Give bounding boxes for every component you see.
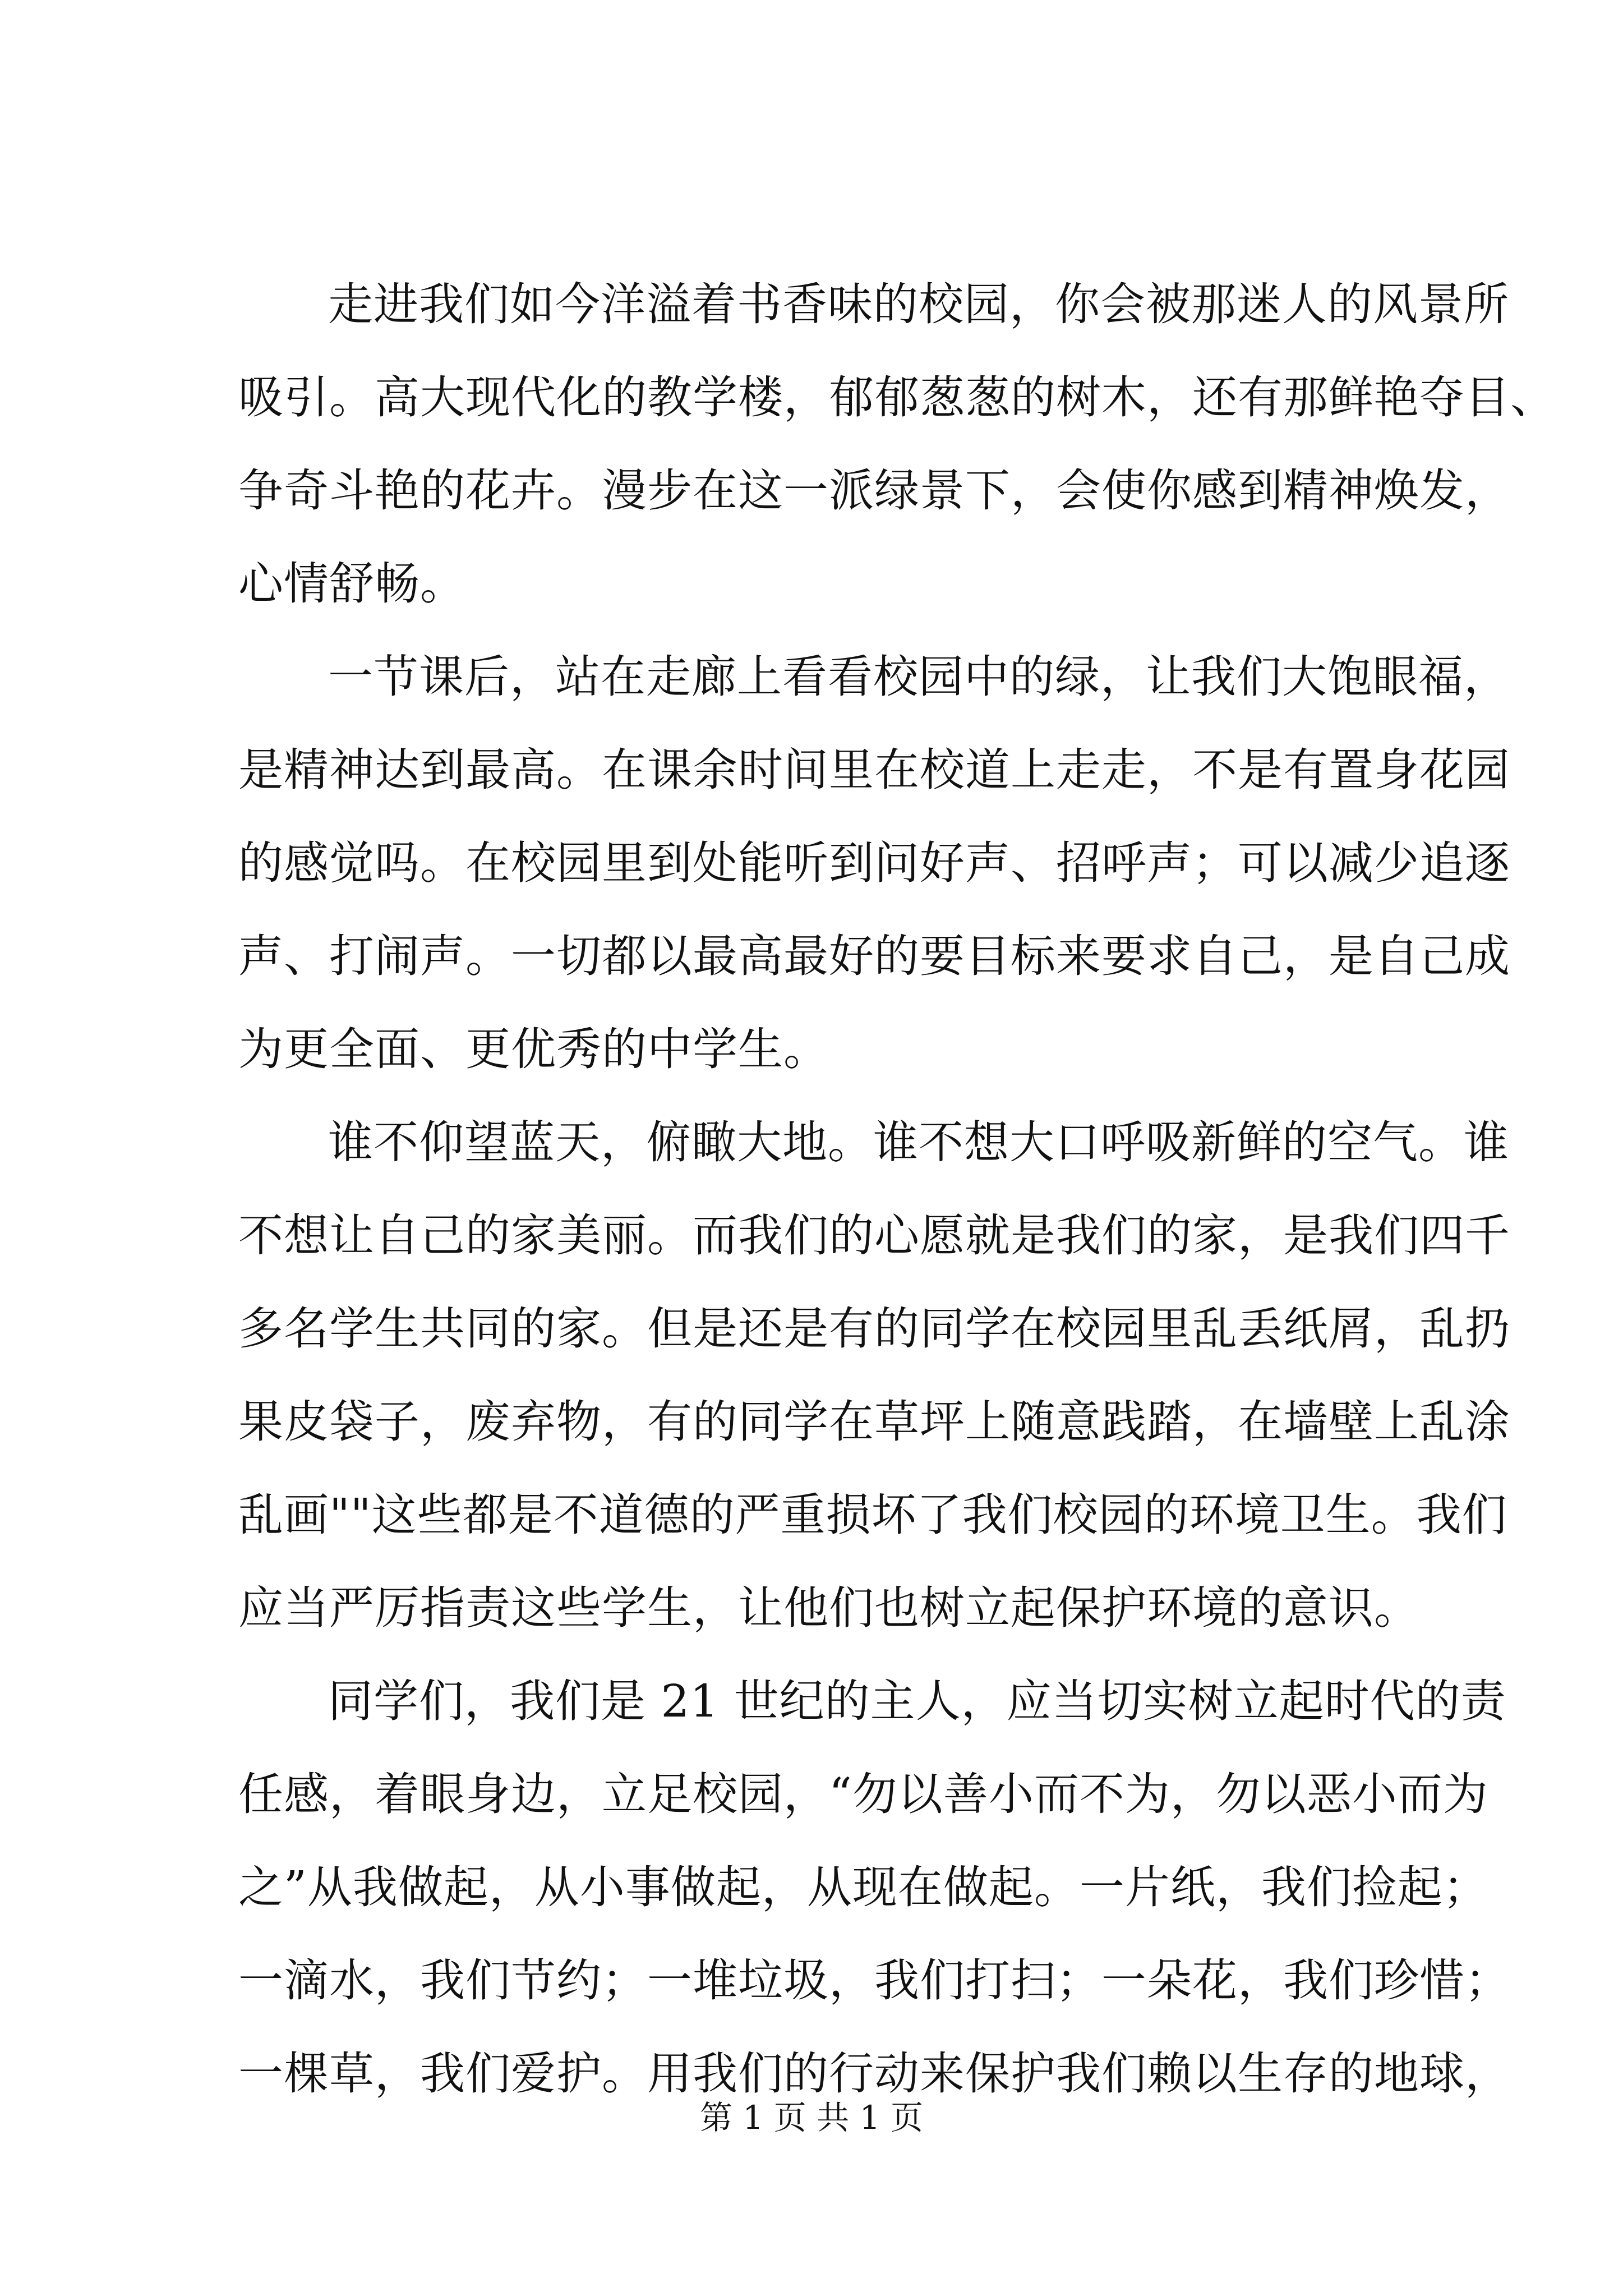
text-line: 的感觉吗。在校园里到处能听到问好声、招呼声；可以减少追逐 [238,837,1510,889]
paragraph-3 [238,1096,1510,1655]
text-line: 之”从我做起，从小事做起，从现在做起。一片纸，我们捡起； [238,1861,1488,1913]
text-line: 多名学生共同的家。但是还是有的同学在校园里乱丢纸屑，乱扔 [238,1303,1510,1355]
text-line: 一滴水，我们节约；一堆垃圾，我们打扫；一朵花，我们珍惜； [238,1954,1510,2007]
text-line: 一棵草，我们爱护。用我们的行动来保护我们赖以生存的地球， [238,2047,1510,2100]
text-line: 同学们，我们是 21 世纪的主人，应当切实树立起时代的责 [328,1675,1506,1727]
paragraph-1 [238,258,1556,631]
text-line: 应当严厉指责这些学生，让他们也树立起保护环境的意识。 [238,1582,1419,1634]
text-line: 吸引。高大现代化的教学楼，郁郁葱葱的树木，还有那鲜艳夺目、 [238,371,1556,424]
text-line: 任感，着眼身边，立足校园，“勿以善小而不为，勿以恶小而为 [238,1768,1488,1820]
text-line: 是精神达到最高。在课余时间里在校道上走走，不是有置身花园 [238,744,1510,796]
text-line: 争奇斗艳的花卉。漫步在这一派绿景下，会使你感到精神焕发， [238,464,1510,517]
text-line: 乱画""这些都是不道德的严重损坏了我们校园的环境卫生。我们 [238,1489,1507,1541]
document-body [238,258,1556,2120]
text-line: 谁不仰望蓝天，俯瞰大地。谁不想大口呼吸新鲜的空气。谁 [328,1116,1509,1168]
text-line: 声、打闹声。一切都以最高最好的要目标来要求自己，是自己成 [238,930,1510,982]
text-line: 为更全面、更优秀的中学生。 [238,1023,829,1075]
text-line: 走进我们如今洋溢着书香味的校园，你会被那迷人的风景所 [328,278,1509,330]
text-line: 心情舒畅。 [238,558,465,610]
page-footer: 第 1 页 共 1 页 [700,2099,923,2137]
paragraph-4 [238,1655,1510,2120]
text-line: 不想让自己的家美丽。而我们的心愿就是我们的家，是我们四千 [238,1209,1510,1262]
text-line: 果皮袋子，废弃物，有的同学在草坪上随意践踏，在墙壁上乱涂 [238,1396,1510,1448]
text-line: 一节课后，站在走廊上看看校园中的绿，让我们大饱眼福， [328,651,1509,703]
paragraph-2 [238,631,1510,1096]
